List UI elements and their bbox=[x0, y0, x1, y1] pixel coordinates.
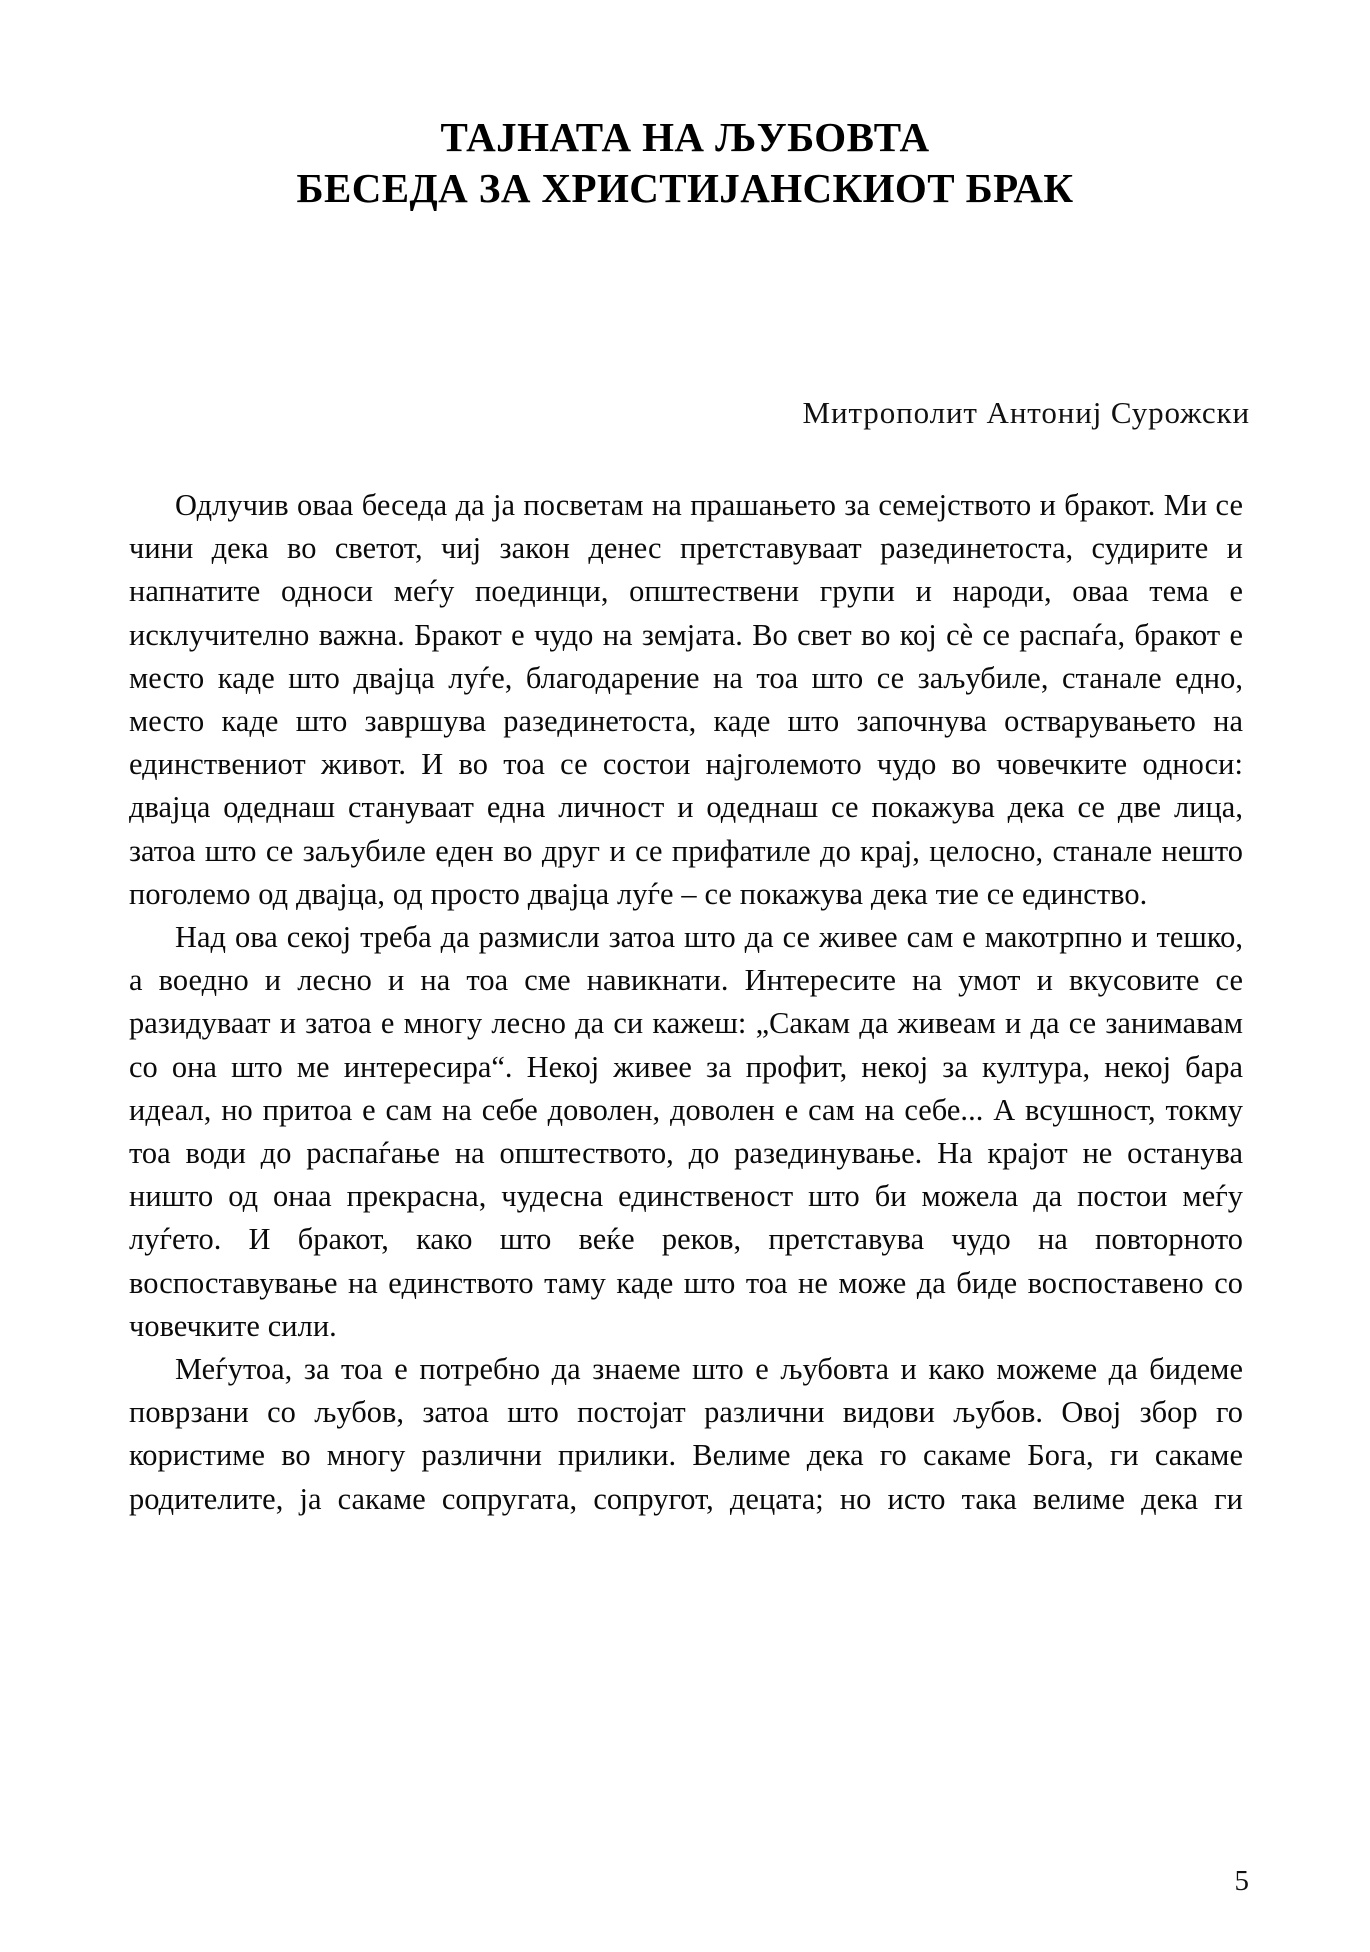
body-paragraph: Одлучив оваа беседа да ја посветам на прашањето за семејството и бракот. Ми се чини дека во светот, чиј закон денес претставуваат разединетоста, судирите и напнатите односи меѓу поединци, општествени групи и народи, оваа тема е исклучително важна. Бракот е чудо на земјата. Во свет во кој сè се распаѓа, бракот е место каде што двајца луѓе, благодарение на тоа што се заљубиле, станале едно, место каде што завршува разединетоста, каде што започнува остварувањето на единствениот живот. И во тоа се состои најголемото чудо во човечките односи: двајца одеднаш стануваат една личност и одеднаш се покажува дека се две лица, затоа што се заљубиле еден во друг и се прифатиле до крај, целосно, станале нешто поголемо од двајца, од просто двајца луѓе – се покажува дека тие се единство. bbox=[129, 488, 1243, 911]
page-number: 5 bbox=[1234, 1865, 1249, 1897]
page-title bbox=[0, 112, 1370, 214]
title-line-1: ТАЈНАТА НА ЉУБОВТА bbox=[440, 114, 930, 160]
body-paragraph: Над ова секој треба да размисли затоа што да се живее сам е макотрпно и тешко, а воедно и лесно и на тоа сме навикнати. Интересите на умот и вкусовите се разидуваат и затоа е многу лесно да си кажеш: „Сакам да живеам и да се занимавам со она што ме интересира“. Некој живее за профит, некој за култура, некој бара идеал, но притоа е сам на себе доволен, доволен е сам на себе... А всушност, токму тоа води до распаѓање на општеството, до разединување. На крајот не останува ништо од онаа прекрасна, чудесна единственост што би можела да постои меѓу луѓето. И бракот, како што веќе реков, претставува чудо на повторното воспоставување на единството таму каде што тоа не може да биде воспоставено со човечките сили. bbox=[129, 920, 1243, 1343]
body-paragraph: Меѓутоа, за тоа е потребно да знаеме што е љубовта и како можеме да бидеме поврзани со љубов, затоа што постојат различни видови љубов. Овој збор го користиме во многу различни прилики. Велиме дека го сакаме Бога, ги сакаме родителите, ја сакаме сопругата, сопругот, децата; но исто така велиме дека ги bbox=[129, 1352, 1243, 1516]
author-name: Митрополит Антониј Сурожски bbox=[802, 395, 1250, 430]
title-line-2: БЕСЕДА ЗА ХРИСТИЈАНСКИОТ БРАК bbox=[296, 165, 1074, 211]
body-text bbox=[129, 484, 1243, 1521]
author-byline bbox=[128, 394, 1250, 432]
